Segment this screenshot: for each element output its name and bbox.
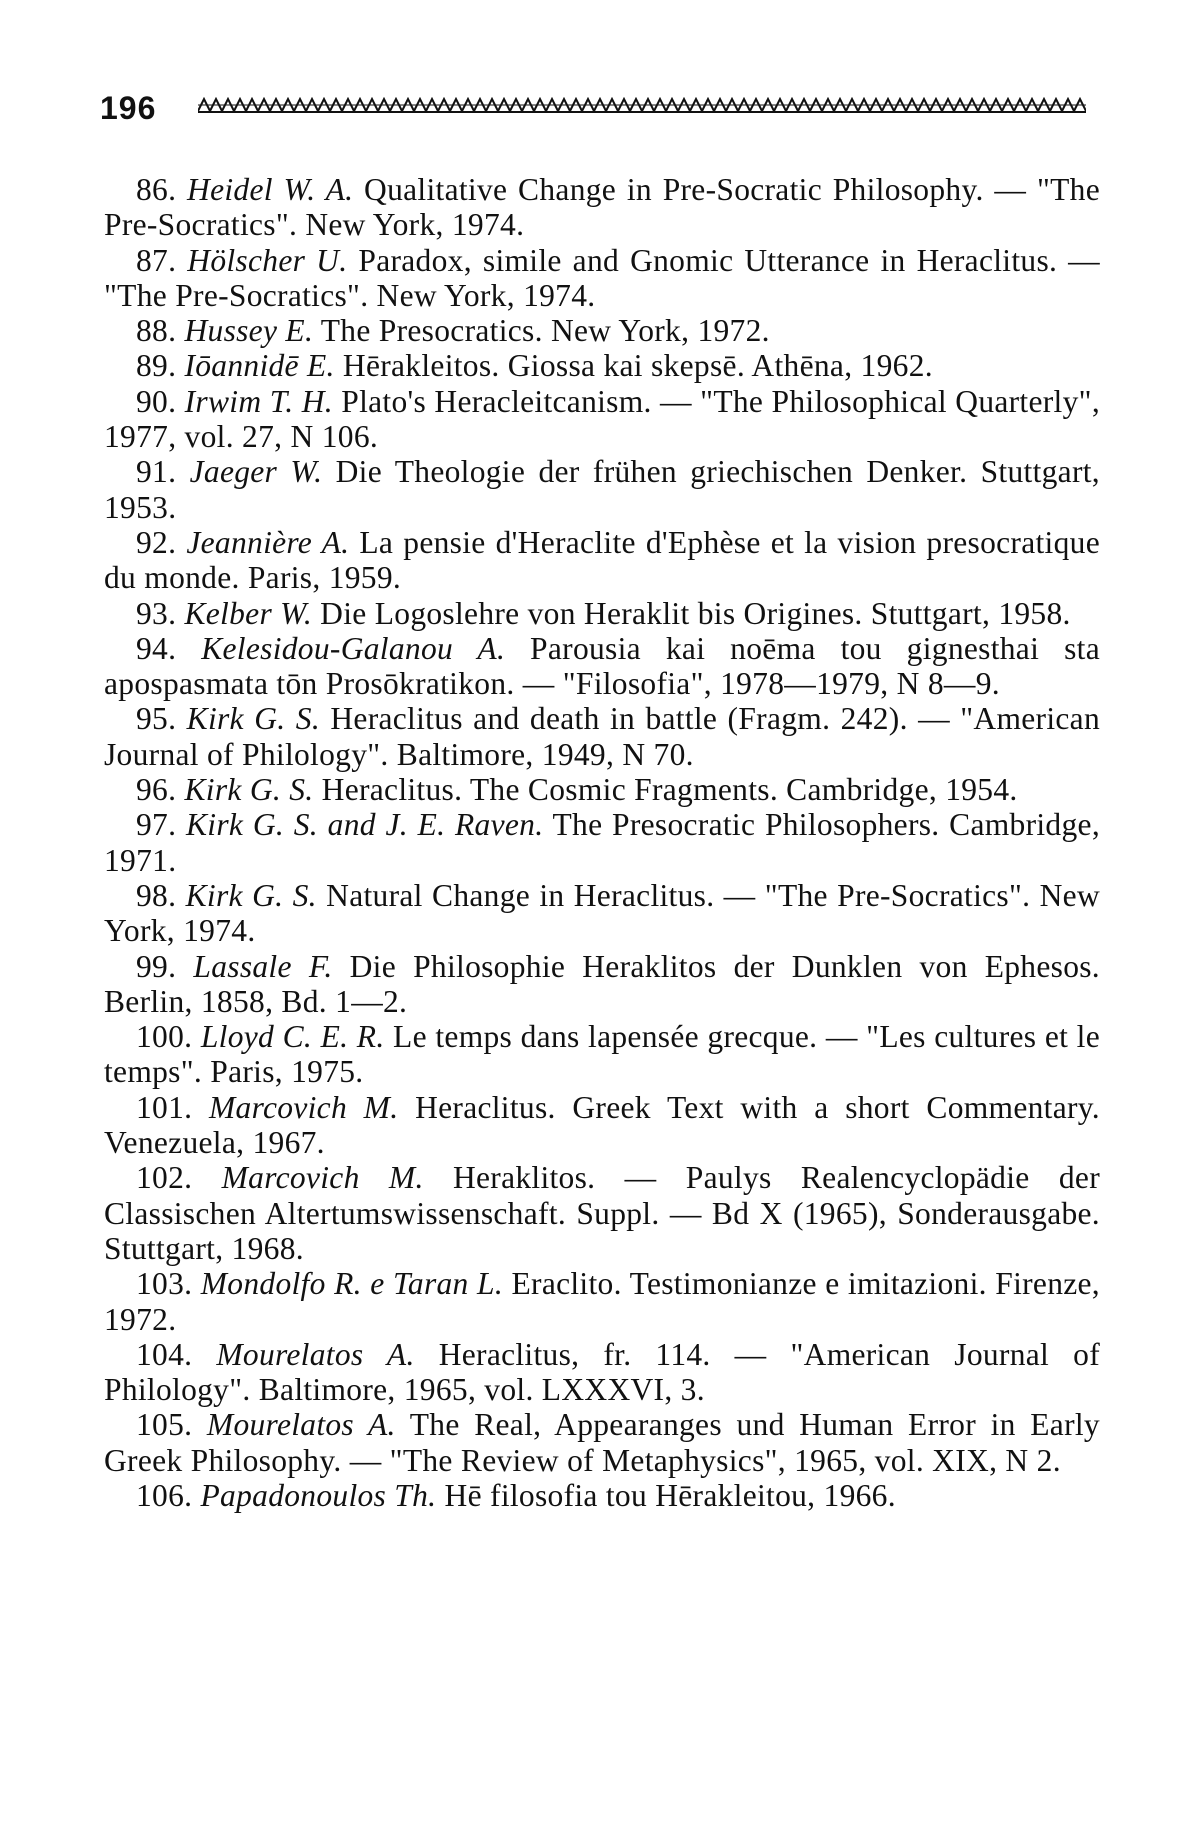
- entry-number: 94.: [136, 630, 177, 666]
- entry-text: Heraclitus. Greek Text with a short Commentary. Venezuela, 1967.: [104, 1089, 1100, 1161]
- entry-author: Kirk G. S. and J. E. Raven.: [185, 807, 544, 843]
- bibliography-entry: [104, 454, 1100, 525]
- bibliography-entry: [104, 1019, 1100, 1090]
- entry-text: Heraclitus. The Cosmic Fragments. Cambridge, 1954.: [313, 772, 1018, 808]
- entry-text: Natural Change in Heraclitus. — "The Pre-Socratics". New York, 1974.: [104, 877, 1100, 949]
- entry-number: 95.: [136, 701, 177, 737]
- entry-author: Iōannidē E.: [184, 348, 335, 384]
- entry-text: Qualitative Change in Pre-Socratic Philosophy. — "The Pre-Socratics". New York, 1974.: [104, 172, 1100, 243]
- entry-number: 91.: [136, 454, 177, 490]
- entry-number: 86.: [136, 172, 177, 207]
- bibliography-entry: [104, 384, 1100, 455]
- entry-number: 104.: [136, 1336, 193, 1372]
- entry-text: Paradox, simile and Gnomic Utterance in Heraclitus. — "The Pre-Socratics". New York, 1974.: [104, 242, 1100, 313]
- bibliography-entry: [104, 348, 1100, 383]
- entry-author: Marcovich M.: [209, 1089, 399, 1125]
- bibliography-entry: [104, 1478, 1100, 1513]
- entry-author: Papadonoulos Th.: [200, 1477, 437, 1513]
- bibliography-entry: [104, 313, 1100, 348]
- entry-text: Hē filosofia tou Hērakleitou, 1966.: [436, 1477, 896, 1513]
- bibliography-entry: [104, 596, 1100, 631]
- entry-number: 90.: [136, 383, 177, 419]
- entry-author: Irwim T. H.: [184, 383, 333, 419]
- entry-text: Die Philosophie Heraklitos der Dunklen von Ephesos. Berlin, 1858, Bd. 1—2.: [104, 948, 1100, 1019]
- entry-number: 101.: [136, 1089, 193, 1125]
- entry-number: 105.: [136, 1407, 193, 1443]
- entry-number: 103.: [136, 1266, 193, 1302]
- entry-number: 100.: [136, 1019, 193, 1055]
- entry-author: Lloyd C. E. R.: [200, 1019, 385, 1055]
- entry-text: Hērakleitos. Giossa kai skepsē. Athēna, 1962.: [334, 348, 933, 384]
- entry-number: 102.: [136, 1160, 193, 1196]
- bibliography-entry: [104, 243, 1100, 314]
- entry-number: 96.: [136, 772, 177, 808]
- bibliography-entry: [104, 1337, 1100, 1408]
- bibliography-entry: [104, 807, 1100, 878]
- entry-author: Kelber W.: [184, 595, 312, 631]
- bibliography-entry: [104, 631, 1100, 702]
- decorative-border-ornament: [198, 97, 1086, 113]
- entry-author: Mourelatos A.: [216, 1336, 415, 1372]
- bibliography-entry: [104, 772, 1100, 807]
- entry-author: Lassale F.: [193, 948, 333, 984]
- entry-author: Kirk G. S.: [184, 772, 314, 808]
- entry-text: Parousia kai noēma tou gignesthai sta apospasmata tōn Prosōkratikon. — "Filosofia", 1978—1979, N 8—9.: [104, 630, 1100, 702]
- entry-number: 89.: [136, 348, 177, 384]
- bibliography-entry: [104, 525, 1100, 596]
- entry-text: Die Theologie der frühen griechischen Denker. Stuttgart, 1953.: [104, 454, 1100, 525]
- entry-author: Mondolfo R. e Taran L.: [200, 1266, 504, 1302]
- entry-author: Heidel W. A.: [187, 172, 354, 207]
- entry-number: 88.: [136, 313, 177, 349]
- entry-number: 106.: [136, 1477, 193, 1513]
- entry-author: Hölscher U.: [187, 242, 348, 278]
- entry-author: Kirk G. S.: [185, 877, 317, 913]
- bibliography-entry: [104, 949, 1100, 1020]
- bibliography-entry: [104, 1090, 1100, 1161]
- entry-number: 93.: [136, 595, 177, 631]
- bibliography-entry: [104, 172, 1100, 243]
- page-header: [100, 88, 1100, 128]
- bibliography-entry: [104, 1266, 1100, 1337]
- entry-text: Heraclitus, fr. 114. — "American Journal of Philology". Baltimore, 1965, vol. LXXXVI, 3.: [104, 1336, 1100, 1408]
- page-number: 196: [100, 90, 157, 126]
- entry-text: The Presocratic Philosophers. Cambridge, 1971.: [104, 807, 1100, 878]
- entry-number: 92.: [136, 524, 177, 560]
- entry-text: Heraclitus and death in battle (Fragm. 242). — "American Journal of Philology". Baltimore, 1949, N 70.: [104, 701, 1100, 772]
- bibliography-entry: [104, 878, 1100, 949]
- bibliography-entry: [104, 1160, 1100, 1266]
- entry-author: Kirk G. S.: [186, 701, 321, 737]
- entry-number: 98.: [136, 877, 177, 913]
- entry-number: 97.: [136, 807, 177, 843]
- bibliography-list: [104, 172, 1100, 1513]
- entry-text: Heraklitos. — Paulys Realencyclopädie der Classischen Altertumswissenschaft. Suppl. — Bd X (1965), Sonderausgabe. Stuttgart, 1968.: [104, 1160, 1100, 1266]
- entry-author: Jaeger W.: [189, 454, 323, 490]
- entry-text: Eraclito. Testimonianze e imitazioni. Firenze, 1972.: [104, 1266, 1100, 1337]
- entry-text: La pensie d'Heraclite d'Ephèse et la vision presocratique du monde. Paris, 1959.: [104, 524, 1100, 596]
- entry-number: 87.: [136, 242, 177, 278]
- entry-author: Hussey E.: [184, 313, 314, 349]
- entry-number: 99.: [136, 948, 177, 984]
- entry-text: Le temps dans lapensée grecque. — "Les cultures et le temps". Paris, 1975.: [104, 1019, 1100, 1090]
- entry-text: The Presocratics. New York, 1972.: [313, 313, 770, 349]
- entry-text: Plato's Heracleitcanism. — "The Philosophical Quarterly", 1977, vol. 27, N 106.: [104, 383, 1100, 455]
- entry-text: The Real, Appearanges und Human Error in Early Greek Philosophy. — "The Review of Metaphysics", 1965, vol. XIX, N 2.: [104, 1407, 1100, 1478]
- entry-author: Kelesidou-Galanou A.: [201, 630, 506, 666]
- bibliography-entry: [104, 1407, 1100, 1478]
- entry-author: Marcovich M.: [221, 1160, 424, 1196]
- bibliography-entry: [104, 701, 1100, 772]
- entry-author: Jeannière A.: [186, 524, 350, 560]
- entry-text: Die Logoslehre von Heraklit bis Origines. Stuttgart, 1958.: [312, 595, 1071, 631]
- entry-author: Mourelatos A.: [206, 1407, 396, 1443]
